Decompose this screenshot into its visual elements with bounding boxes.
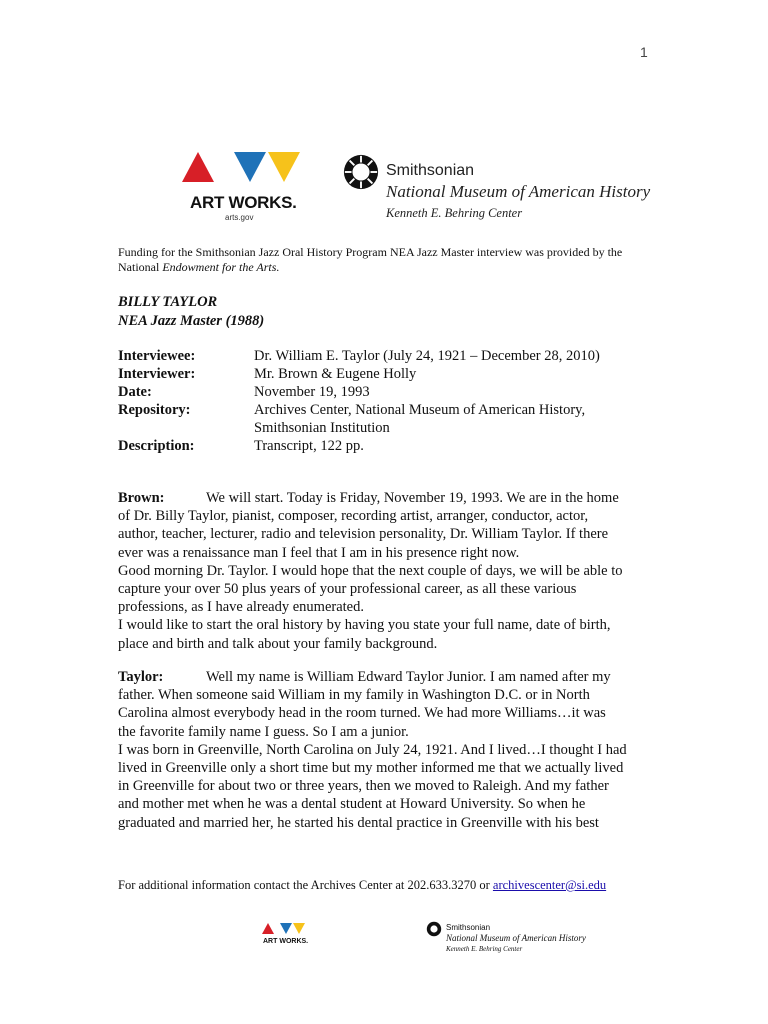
transcript-line: in Greenville for about two or three years, then we moved to Raleigh. And my father bbox=[118, 778, 609, 795]
transcript-line: of Dr. Billy Taylor, pianist, composer, recording artist, arranger, conductor, actor, bbox=[118, 508, 589, 525]
transcript-line: and mother met when he was a dental student at Howard University. So when he bbox=[118, 796, 586, 813]
transcript-line: ever was a renaissance man I feel that I am in his presence right now. bbox=[118, 544, 520, 561]
taylor-paragraph bbox=[118, 668, 658, 832]
meta-row bbox=[118, 365, 658, 383]
meta-label bbox=[118, 419, 254, 437]
footer-art-works-logo bbox=[260, 922, 310, 952]
art-works-wordmark: ART WORKS. bbox=[190, 193, 297, 212]
meta-value: November 19, 1993 bbox=[254, 384, 370, 400]
transcript-line: capture your over 50 plus years of your professional career, as all these various bbox=[118, 581, 577, 598]
meta-value: Transcript, 122 pp. bbox=[254, 438, 364, 454]
transcript-line: Good morning Dr. Taylor. I would hope that the next couple of days, we will be able to bbox=[118, 562, 623, 579]
transcript-line: the favorite family name I guess. So I am a junior. bbox=[118, 723, 409, 740]
meta-value: Dr. William E. Taylor (July 24, 1921 – December 28, 2010) bbox=[254, 348, 600, 364]
meta-row bbox=[118, 401, 658, 419]
footer-art-works-wordmark: ART WORKS. bbox=[263, 938, 309, 945]
footer-smithsonian-name: Smithsonian bbox=[446, 923, 491, 932]
interviewee-title: BILLY TAYLOR bbox=[118, 294, 218, 310]
museum-name: National Museum of American History bbox=[386, 182, 651, 201]
meta-label: Description: bbox=[118, 438, 195, 454]
email-link[interactable]: archivescenter@si.edu bbox=[492, 878, 607, 892]
meta-row bbox=[118, 419, 658, 437]
transcript-line: Carolina almost everybody head in the room turned. We had more Williams…it was bbox=[118, 705, 606, 722]
footer-museum-name: National Museum of American History bbox=[446, 933, 586, 943]
funding-italic: Endowment for the Arts. bbox=[162, 260, 280, 274]
meta-row bbox=[118, 347, 658, 365]
speaker-label: Taylor: bbox=[118, 669, 164, 685]
smithsonian-sunburst-icon bbox=[342, 153, 380, 191]
footer-center-name: Kenneth E. Behring Center bbox=[446, 945, 523, 953]
transcript-line: author, teacher, lecturer, radio and television personality, Dr. William Taylor. If there bbox=[118, 526, 609, 543]
smithsonian-name: Smithsonian bbox=[386, 162, 475, 179]
page-number: 1 bbox=[640, 44, 648, 60]
transcript-line: I was born in Greenville, North Carolina on July 24, 1921. And I lived…I thought I had bbox=[118, 741, 627, 758]
meta-label: Interviewer: bbox=[118, 366, 196, 382]
transcript-line: father. When someone said William in my family in Washington D.C. or in North bbox=[118, 687, 590, 704]
transcript-line: Well my name is William Edward Taylor Junior. I am named after my bbox=[206, 669, 611, 685]
transcript-line: place and birth and talk about your family background. bbox=[118, 635, 438, 652]
speaker-label: Brown: bbox=[118, 490, 165, 506]
funding-note bbox=[118, 245, 658, 275]
transcript-line: graduated and married her, he started his dental practice in Greenville with his best bbox=[118, 814, 599, 831]
meta-value: Mr. Brown & Eugene Holly bbox=[254, 366, 417, 382]
footer-smithsonian-icon bbox=[426, 921, 442, 937]
center-name: Kenneth E. Behring Center bbox=[386, 206, 523, 220]
interviewee-subtitle: NEA Jazz Master (1988) bbox=[118, 313, 265, 329]
transcript-line: professions, as I have already enumerated. bbox=[118, 599, 364, 616]
brown-paragraph bbox=[118, 489, 658, 653]
transcript-line: lived in Greenville only a short time but my mother informed me that we actually lived bbox=[118, 760, 624, 777]
funding-text: Funding for the Smithsonian Jazz Oral History Program NEA Jazz Master interview was provided by the National bbox=[118, 245, 623, 274]
meta-label: Date: bbox=[118, 384, 152, 400]
meta-label: Repository: bbox=[118, 402, 191, 418]
footer-text: For additional information contact the Archives Center at 202.633.3270 or bbox=[118, 878, 493, 892]
transcript-line: I would like to start the oral history by having you state your full name, date of birth, bbox=[118, 617, 611, 634]
meta-row bbox=[118, 383, 658, 401]
meta-value: Archives Center, National Museum of American History, bbox=[254, 402, 586, 418]
transcript-line: We will start. Today is Friday, November 19, 1993. We are in the home bbox=[206, 490, 619, 506]
meta-row bbox=[118, 437, 658, 455]
meta-label: Interviewee: bbox=[118, 348, 196, 364]
footer-contact bbox=[118, 878, 678, 893]
arts-gov-text: arts.gov bbox=[225, 213, 254, 222]
meta-value: Smithsonian Institution bbox=[254, 420, 390, 436]
metadata-table bbox=[118, 347, 658, 455]
